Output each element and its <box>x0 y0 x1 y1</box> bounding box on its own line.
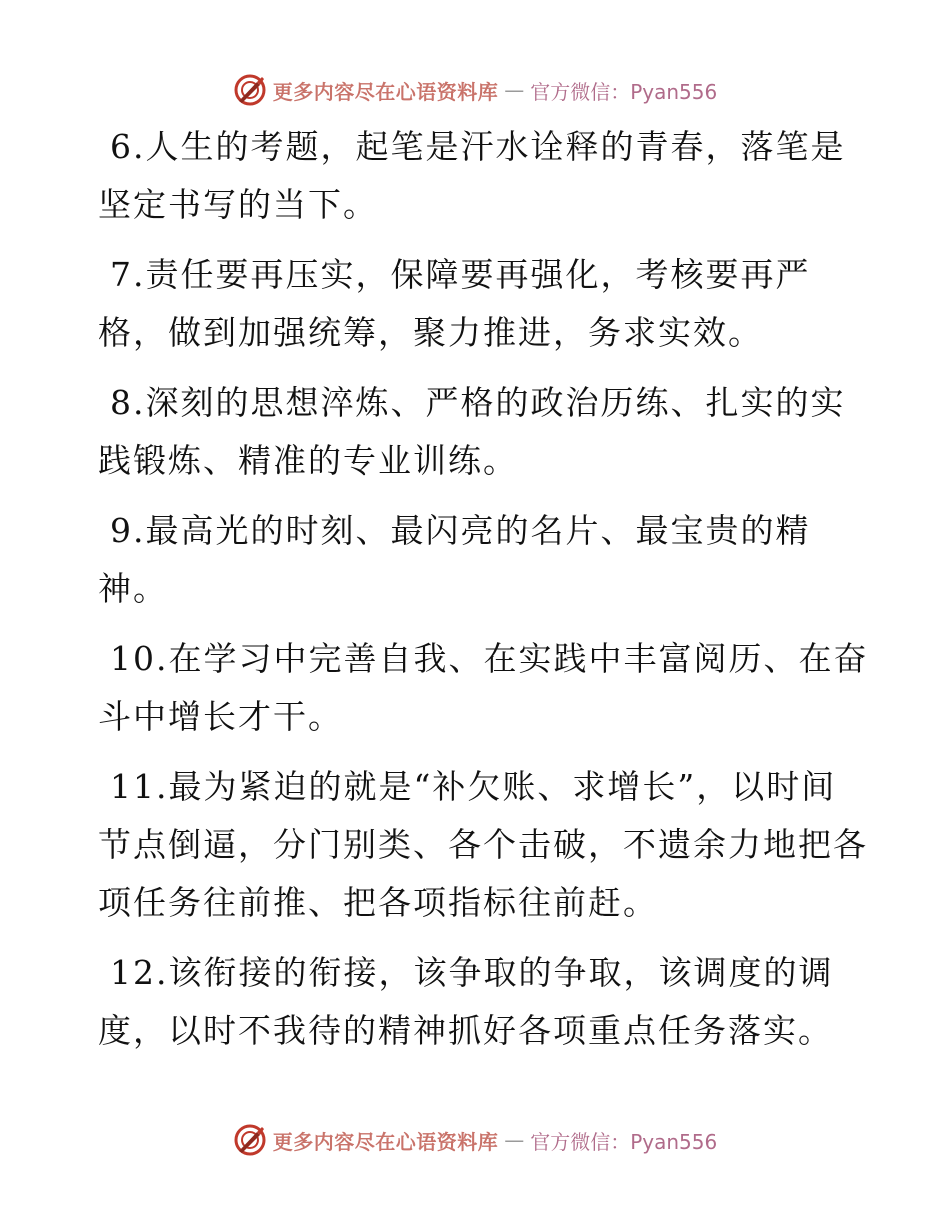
list-item <box>98 118 858 234</box>
list-item <box>98 630 869 746</box>
list-item <box>98 374 858 490</box>
watermark-contact: 官方微信：Pyan556 <box>530 79 718 104</box>
watermark-separator: — <box>504 78 525 102</box>
list-item <box>98 758 868 932</box>
footer-watermark <box>0 1120 950 1160</box>
paragraph-line: 节点倒逼，分门别类、各个击破，不遗余力地把各 <box>98 825 868 864</box>
document-body <box>98 118 869 1072</box>
list-item <box>98 502 858 618</box>
paragraph-line: 斗中增长才干。 <box>98 697 343 736</box>
brand-logo-icon <box>233 73 267 107</box>
list-item <box>98 944 858 1060</box>
paragraph-line: 践锻炼、精准的专业训练。 <box>98 441 518 480</box>
watermark-contact: 官方微信：Pyan556 <box>530 1129 718 1154</box>
watermark-text: 更多内容尽在心语资料库 <box>272 1129 499 1154</box>
paragraph-line: 项任务往前推、把各项指标往前赶。 <box>98 883 658 922</box>
paragraph-line: 神。 <box>98 569 168 608</box>
paragraph-line: 度，以时不我待的精神抓好各项重点任务落实。 <box>98 1011 833 1050</box>
paragraph-line: 6.人生的考题，起笔是汗水诠释的青春，落笔是 <box>110 127 846 166</box>
paragraph-line: 7.责任要再压实，保障要再强化，考核要再严 <box>110 255 811 294</box>
list-item <box>98 246 858 362</box>
header-watermark <box>0 70 950 110</box>
paragraph-line: 12.该衔接的衔接，该争取的争取，该调度的调 <box>110 953 834 992</box>
paragraph-line: 11.最为紧迫的就是“补欠账、求增长”，以时间 <box>110 767 837 806</box>
paragraph-line: 9.最高光的时刻、最闪亮的名片、最宝贵的精 <box>110 511 811 550</box>
watermark-text: 更多内容尽在心语资料库 <box>272 79 499 104</box>
paragraph-line: 坚定书写的当下。 <box>98 185 378 224</box>
paragraph-line: 格，做到加强统筹，聚力推进，务求实效。 <box>98 313 763 352</box>
brand-logo-icon <box>233 1123 267 1157</box>
paragraph-line: 8.深刻的思想淬炼、严格的政治历练、扎实的实 <box>110 383 846 422</box>
watermark-group <box>233 73 718 107</box>
paragraph-line: 10.在学习中完善自我、在实践中丰富阅历、在奋 <box>110 639 869 678</box>
watermark-separator: — <box>504 1128 525 1152</box>
watermark-group <box>233 1123 718 1157</box>
